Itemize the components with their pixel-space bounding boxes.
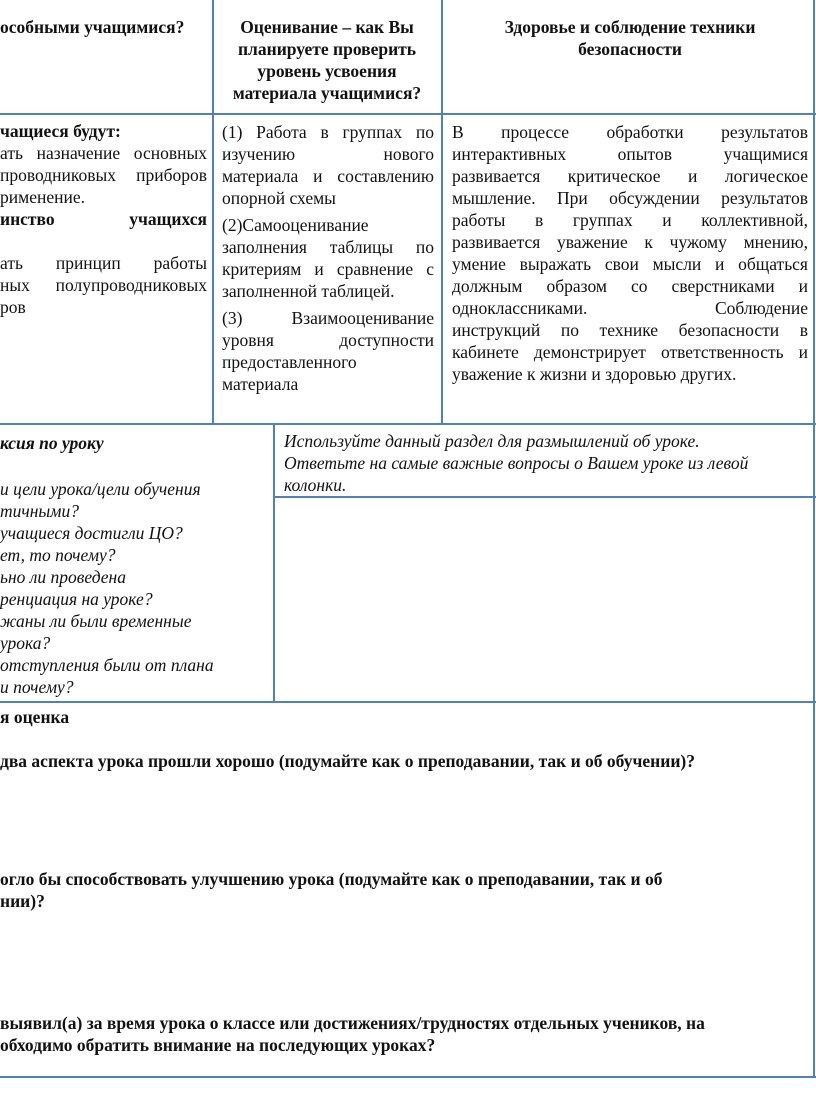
- col-divider-1: [212, 0, 214, 424]
- summary-question-2: [0, 868, 812, 912]
- question-line: нии)?: [0, 891, 45, 911]
- objectives-cell: [0, 120, 207, 318]
- safety-line: умение выражать свои мысли и общаться: [452, 254, 808, 274]
- objectives-line: рименение.: [0, 187, 85, 207]
- question-line: огло бы способствовать улучшению урока (подумайте как о преподавании, так и об: [0, 869, 663, 889]
- instruction-line: Используйте данный раздел для размышлений об уроке.: [284, 431, 700, 451]
- safety-line: должным образом со сверстниками и: [452, 276, 808, 296]
- objectives-line: чащиеся будут:: [0, 121, 121, 141]
- safety-line: одноклассниками. Соблюдение: [452, 298, 808, 318]
- safety-line: работы в группах и коллективной,: [452, 210, 808, 230]
- safety-line: В процессе обработки результатов: [452, 122, 808, 142]
- reflection-question: учащиеся достигли ЦО?: [0, 523, 183, 543]
- summary-title: я оценка: [0, 707, 70, 727]
- row-divider-header: [0, 113, 816, 115]
- instruction-line: Ответьте на самые важные вопросы о Вашем уроке из левой: [284, 453, 749, 473]
- safety-line: инструкций по технике безопасности в: [452, 320, 808, 340]
- reflection-question: жаны ли были временные: [0, 611, 192, 631]
- assessment-line: (2)Самооценивание: [222, 215, 369, 235]
- header-col2: Оценивание – как Вы планируете проверить уровень усвоения материала учащимися?: [232, 17, 422, 103]
- row-divider-summary: [0, 701, 816, 703]
- objectives-line: проводниковых приборов: [0, 165, 207, 185]
- safety-line: интерактивных опытов учащимися: [452, 144, 808, 164]
- row-divider-reflection: [0, 423, 816, 425]
- reflection-question: отступления были от плана: [0, 655, 214, 675]
- assessment-line: материала и составлению: [222, 166, 434, 186]
- assessment-line: материала: [222, 374, 299, 394]
- reflection-questions: [0, 432, 265, 698]
- safety-cell: [452, 121, 808, 385]
- header-col1: особными учащимися?: [0, 17, 185, 37]
- reflection-question: и почему?: [0, 677, 74, 697]
- reflection-answer-area[interactable]: [276, 499, 814, 700]
- instruction-line: колонки.: [284, 475, 347, 495]
- objectives-line: инство учащихся: [0, 209, 207, 229]
- col-divider-reflection: [273, 423, 275, 702]
- objectives-line: ров: [0, 297, 26, 317]
- objectives-line: ных полупроводниковых: [0, 275, 207, 295]
- assessment-cell: [222, 121, 434, 395]
- objectives-line: ать принцип работы: [0, 253, 207, 273]
- assessment-line: изучению нового: [222, 144, 434, 164]
- question-line: обходимо обратить внимание на последующих уроках?: [0, 1035, 436, 1055]
- reflection-question: тичными?: [0, 501, 79, 521]
- reflection-question: ет, то почему?: [0, 545, 116, 565]
- row-divider-bottom: [0, 1076, 816, 1078]
- reflection-question: и цели урока/цели обучения: [0, 479, 201, 499]
- assessment-line: предоставленного: [222, 352, 357, 372]
- safety-line: развивается уважение к чужому мнению,: [452, 232, 808, 252]
- reflection-question: ренциация на уроке?: [0, 589, 153, 609]
- assessment-line: заполненной таблицей.: [222, 281, 395, 301]
- reflection-question: ьно ли проведена: [0, 567, 126, 587]
- summary-question-3: [0, 1012, 812, 1056]
- safety-line: уважение к жизни и здоровью других.: [452, 364, 737, 384]
- safety-line: мышление. При обсуждении результатов: [452, 188, 808, 208]
- reflection-question: урока?: [0, 633, 51, 653]
- reflection-instruction: [284, 430, 809, 496]
- safety-line: развивается критическое и логическое: [452, 166, 808, 186]
- summary-question-1: два аспекта урока прошли хорошо (подумайте как о преподавании, так и об обучении)?: [0, 751, 695, 771]
- assessment-line: опорной схемы: [222, 188, 336, 208]
- objectives-line: ать назначение основных: [0, 143, 207, 163]
- assessment-line: уровня доступности: [222, 330, 434, 350]
- objectives-line: [0, 230, 207, 252]
- reflection-title: ксия по уроку: [0, 433, 104, 453]
- question-line: выявил(а) за время урока о классе или достижениях/трудностях отдельных учеников, на: [0, 1013, 705, 1033]
- row-divider-reflection-inner: [273, 496, 816, 498]
- assessment-line: критериям и сравнение с: [222, 259, 434, 279]
- assessment-line: (3) Взаимооценивание: [222, 308, 434, 328]
- assessment-line: (1) Работа в группах по: [222, 122, 434, 142]
- safety-line: кабинете демонстрирует ответственность и: [452, 342, 808, 362]
- assessment-line: заполнения таблицы по: [222, 237, 434, 257]
- header-col3: Здоровье и соблюдение техники безопасности: [504, 17, 756, 59]
- col-divider-2: [441, 0, 443, 424]
